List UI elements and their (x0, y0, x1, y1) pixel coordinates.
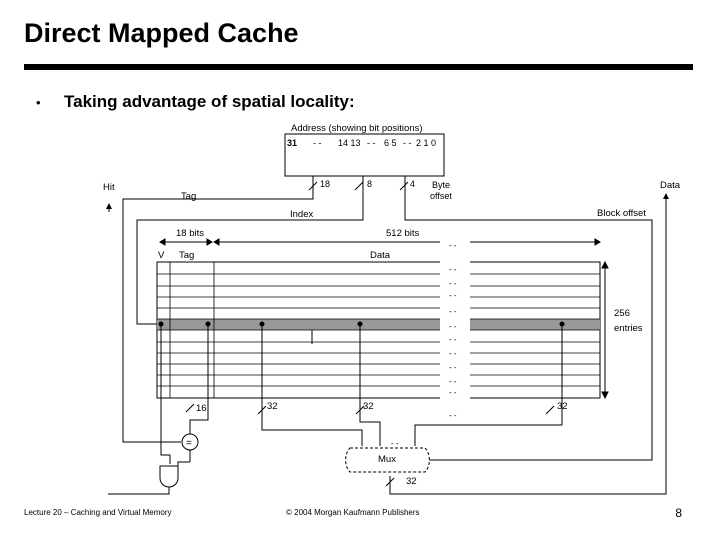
word-width-2: 32 (363, 401, 374, 412)
bullet-marker: • (36, 95, 41, 110)
field-widths (320, 179, 452, 201)
bit-14-13: 14 13 (338, 138, 361, 148)
footer-copyright: © 2004 Morgan Kaufmann Publishers (286, 508, 420, 517)
mux-label: Mux (378, 454, 396, 465)
byte-offset-label-1: Byte (432, 180, 451, 190)
tag-bits-dimension (160, 239, 212, 245)
block-offset-label: Block offset (597, 208, 646, 219)
data-out-label: Data (660, 180, 681, 191)
bit-gap-2: - - (367, 138, 376, 148)
hit-output-wire (108, 487, 169, 494)
data-bits-label: 512 bits (386, 228, 420, 239)
bit-2-1-0: 2 1 0 (416, 138, 437, 148)
word-width-1: 32 (267, 401, 278, 412)
svg-text:- -: - - (449, 363, 457, 372)
col-data-header: Data (370, 250, 391, 261)
and-gate (160, 466, 178, 487)
cache-table (157, 240, 600, 420)
entries-dimension (602, 262, 608, 398)
svg-text:- -: - - (449, 291, 457, 300)
svg-text:- -: - - (449, 241, 457, 250)
col-tag-header: Tag (179, 250, 195, 261)
svg-text:- -: - - (449, 377, 457, 386)
entries-count: 256 (614, 308, 630, 319)
svg-text:- -: - - (449, 349, 457, 358)
svg-text:- -: - - (449, 388, 457, 397)
tag-width-label: 18 (320, 179, 331, 189)
page-number: 8 (675, 506, 682, 520)
word-slashes (258, 406, 554, 414)
footer-lecture: Lecture 20 – Caching and Virtual Memory (24, 508, 172, 517)
address-label: Address (showing bit positions) (291, 123, 423, 134)
hit-arrowhead (106, 203, 112, 209)
data-out-arrowhead (663, 193, 669, 199)
gap-ellipsis (449, 241, 457, 420)
bit-gap-3: - - (403, 138, 412, 148)
slide-title: Direct Mapped Cache (24, 18, 299, 48)
block-offset-width-label: 4 (410, 179, 416, 189)
svg-text:- -: - - (449, 335, 457, 344)
svg-text:- -: - - (449, 411, 457, 420)
selected-row (157, 319, 600, 330)
bit-31: 31 (287, 138, 298, 148)
tag-wire-label: Tag (181, 191, 197, 202)
tag-bits-label: 18 bits (176, 228, 204, 239)
svg-text:- -: - - (449, 265, 457, 274)
index-width-label: 8 (367, 179, 373, 189)
mux-dashes: - - (391, 439, 399, 448)
bullet-text: Taking advantage of spatial locality: (64, 92, 355, 111)
svg-text:- -: - - (449, 307, 457, 316)
equals-sign: = (186, 438, 192, 449)
svg-text:- -: - - (449, 322, 457, 331)
tag-compare-slash (186, 404, 194, 412)
entries-label: entries (614, 323, 643, 334)
bit-6-5: 6 5 (384, 138, 397, 148)
data-bits-dimension (214, 239, 600, 245)
byte-offset-label-2: offset (430, 191, 452, 201)
index-wire-label: Index (290, 209, 314, 220)
svg-text:- -: - - (449, 279, 457, 288)
comparator-to-and (178, 462, 190, 468)
word-width-3: 32 (557, 401, 568, 412)
mux-out-width: 32 (406, 476, 417, 487)
hit-label: Hit (103, 182, 115, 193)
bit-gap-1: - - (313, 138, 322, 148)
col-v-header: V (158, 250, 165, 261)
tag-compare-width: 16 (196, 403, 207, 414)
